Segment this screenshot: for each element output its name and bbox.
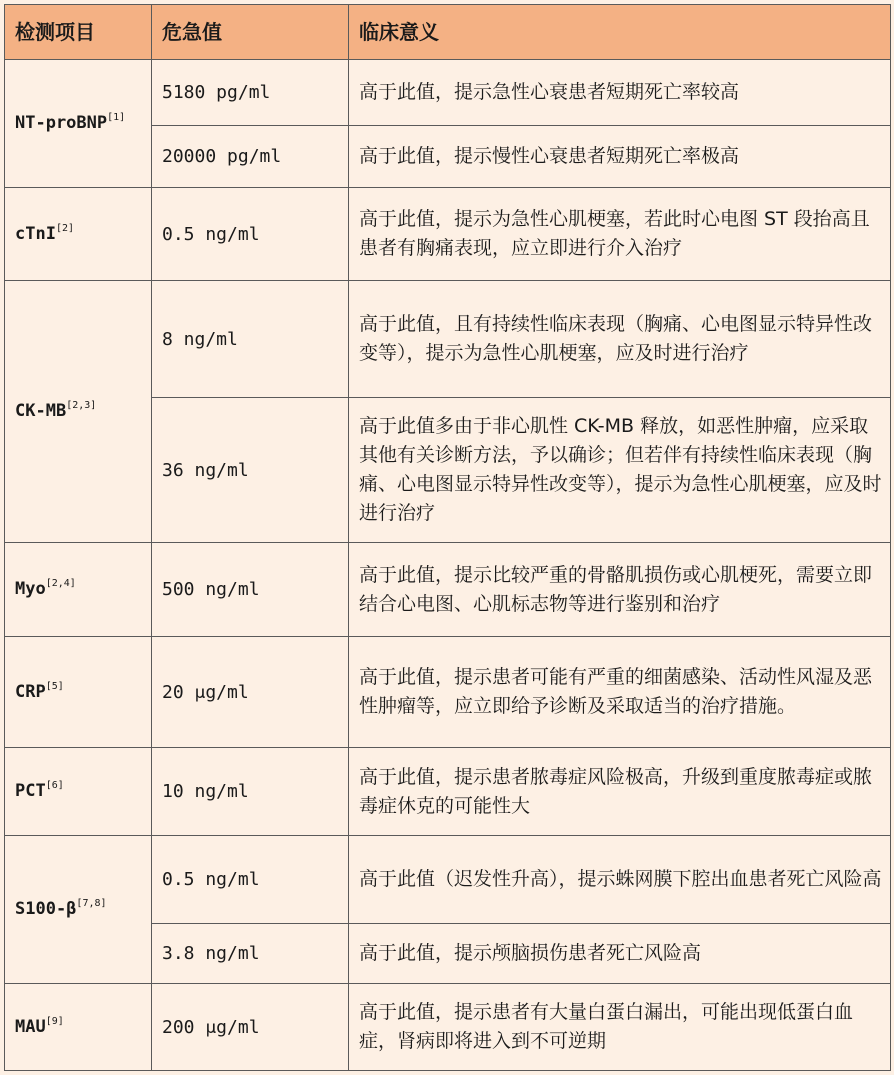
value-cell: 5180 pg/ml bbox=[152, 60, 349, 126]
item-cell: Myo[2,4] bbox=[5, 543, 152, 637]
item-cell: MAU[9] bbox=[5, 984, 152, 1071]
header-clinical-meaning: 临床意义 bbox=[349, 5, 891, 60]
value-cell: 200 μg/ml bbox=[152, 984, 349, 1071]
meaning-cell: 高于此值（迟发性升高），提示蛛网膜下腔出血患者死亡风险高 bbox=[349, 836, 891, 924]
header-item: 检测项目 bbox=[5, 5, 152, 60]
value-cell: 0.5 ng/ml bbox=[152, 836, 349, 924]
table-row bbox=[5, 281, 891, 398]
table-row bbox=[5, 188, 891, 281]
meaning-cell: 高于此值，提示患者有大量白蛋白漏出，可能出现低蛋白血症，肾病即将进入到不可逆期 bbox=[349, 984, 891, 1071]
value-cell: 10 ng/ml bbox=[152, 748, 349, 836]
header-critical-value: 危急值 bbox=[152, 5, 349, 60]
item-cell: CRP[5] bbox=[5, 637, 152, 748]
item-cell: PCT[6] bbox=[5, 748, 152, 836]
value-cell: 500 ng/ml bbox=[152, 543, 349, 637]
meaning-cell: 高于此值，提示患者可能有严重的细菌感染、活动性风湿及恶性肿瘤等，应立即给予诊断及采取适当的治疗措施。 bbox=[349, 637, 891, 748]
table-row bbox=[5, 60, 891, 126]
meaning-cell: 高于此值多由于非心肌性 CK-MB 释放，如恶性肿瘤，应采取其他有关诊断方法，予以确诊；但若伴有持续性临床表现（胸痛、心电图显示特异性改变等），提示为急性心肌梗塞，应及时进行治疗 bbox=[349, 398, 891, 543]
critical-values-table bbox=[4, 4, 891, 1071]
header-row bbox=[5, 5, 891, 60]
table-row bbox=[5, 836, 891, 924]
value-cell: 0.5 ng/ml bbox=[152, 188, 349, 281]
table-row bbox=[5, 748, 891, 836]
value-cell: 20000 pg/ml bbox=[152, 126, 349, 188]
value-cell: 36 ng/ml bbox=[152, 398, 349, 543]
item-cell: NT-proBNP[1] bbox=[5, 60, 152, 188]
item-cell: S100-β[7,8] bbox=[5, 836, 152, 984]
value-cell: 3.8 ng/ml bbox=[152, 924, 349, 984]
meaning-cell: 高于此值，提示患者脓毒症风险极高，升级到重度脓毒症或脓毒症休克的可能性大 bbox=[349, 748, 891, 836]
value-cell: 8 ng/ml bbox=[152, 281, 349, 398]
table-row bbox=[5, 984, 891, 1071]
table-row bbox=[5, 543, 891, 637]
meaning-cell: 高于此值，提示为急性心肌梗塞，若此时心电图 ST 段抬高且患者有胸痛表现，应立即进行介入治疗 bbox=[349, 188, 891, 281]
item-cell: CK-MB[2,3] bbox=[5, 281, 152, 543]
meaning-cell: 高于此值，提示慢性心衰患者短期死亡率极高 bbox=[349, 126, 891, 188]
item-cell: cTnI[2] bbox=[5, 188, 152, 281]
meaning-cell: 高于此值，且有持续性临床表现（胸痛、心电图显示特异性改变等），提示为急性心肌梗塞，应及时进行治疗 bbox=[349, 281, 891, 398]
meaning-cell: 高于此值，提示颅脑损伤患者死亡风险高 bbox=[349, 924, 891, 984]
meaning-cell: 高于此值，提示急性心衰患者短期死亡率较高 bbox=[349, 60, 891, 126]
table-row bbox=[5, 637, 891, 748]
meaning-cell: 高于此值，提示比较严重的骨骼肌损伤或心肌梗死，需要立即结合心电图、心肌标志物等进行鉴别和治疗 bbox=[349, 543, 891, 637]
value-cell: 20 μg/ml bbox=[152, 637, 349, 748]
